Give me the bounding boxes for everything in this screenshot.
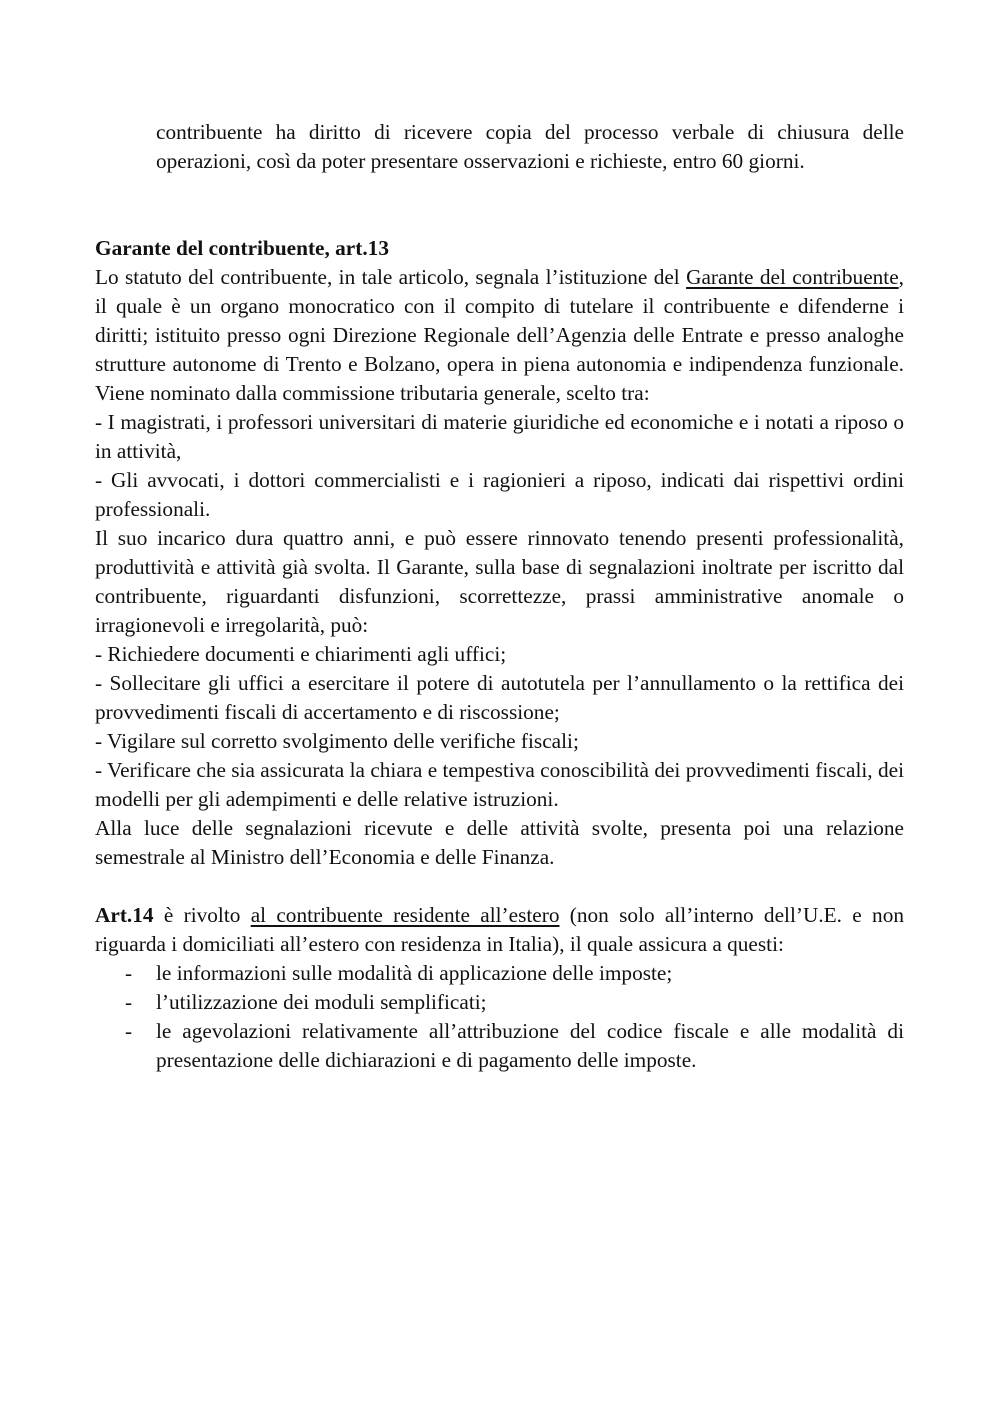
art13-line: Il suo incarico dura quattro anni, e può essere rinnovato tenendo presenti professionalità, produttività e attività già svolta. Il Garante, sulla base di segnalazioni inoltrate per iscritto dal contribuente, riguardanti disfunzioni, scorrettezze, prassi amministrative anomale o irragionevoli e irregolarità, può:	[95, 526, 904, 637]
list-item	[95, 988, 904, 1017]
art13-line: Alla luce delle segnalazioni ricevute e delle attività svolte, presenta poi una relazione semestrale al Ministro dell’Economia e delle Finanza.	[95, 816, 904, 869]
art14-paragraph	[95, 901, 904, 959]
art14-text-after: (non solo all’interno dell’U.E. e non riguarda i domiciliati all’estero con residenza in Italia), il quale assicura a questi:	[95, 903, 904, 956]
art13-text-before: Lo statuto del contribuente, in tale articolo, segnala l’istituzione del	[95, 265, 687, 289]
spacer	[95, 176, 904, 234]
section-heading-art13: Garante del contribuente, art.13	[95, 236, 389, 260]
spacer	[95, 872, 904, 901]
art14-list	[95, 959, 904, 1075]
art14-label: Art.14	[95, 903, 154, 927]
intro-paragraph: contribuente ha diritto di ricevere copia del processo verbale di chiusura delle operazioni, così da poter presentare osservazioni e richieste, entro 60 giorni.	[156, 120, 904, 173]
list-item	[95, 959, 904, 988]
dash-bullet: -	[125, 961, 133, 985]
art13-line: - Verificare che sia assicurata la chiara e tempestiva conoscibilità dei provvedimenti fiscali, dei modelli per gli adempimenti e delle relative istruzioni.	[95, 758, 904, 811]
art13-line: - Vigilare sul corretto svolgimento delle verifiche fiscali;	[95, 729, 579, 753]
document-page	[95, 118, 904, 1075]
list-item-text: le agevolazioni relativamente all’attribuzione del codice fiscale e alle modalità di presentazione delle dichiarazioni e di pagamento delle imposte.	[156, 1019, 904, 1072]
art13-line: - Gli avvocati, i dottori commercialisti e i ragionieri a riposo, indicati dai rispettivi ordini professionali.	[95, 468, 904, 521]
list-item-text: l’utilizzazione dei moduli semplificati;	[156, 990, 487, 1014]
art13-line: - Sollecitare gli uffici a esercitare il potere di autotutela per l’annullamento o la rettifica dei provvedimenti fiscali di accertamento e di riscossione;	[95, 671, 904, 724]
dash-bullet: -	[125, 990, 133, 1014]
art13-line: - I magistrati, i professori universitari di materie giuridiche ed economiche e i notati a riposo o in attività,	[95, 410, 904, 463]
dash-bullet: -	[125, 1019, 133, 1043]
list-item-text: le informazioni sulle modalità di applicazione delle imposte;	[156, 961, 673, 985]
art13-intro-paragraph	[95, 263, 904, 408]
art13-text-after: , il quale è un organo monocratico con il compito di tutelare il contribuente e difenderne i diritti; istituito presso ogni Direzione Regionale dell’Agenzia delle Entrate e presso analoghe strutture autonome di Trento e Bolzano, opera in piena autonomia e indipendenza funzionale. Viene nominato dalla commissione tributaria generale, scelto tra:	[95, 265, 904, 405]
garante-link[interactable]: Garante del contribuente	[686, 265, 899, 289]
art14-underlined-link[interactable]: al contribuente residente all’estero	[250, 903, 560, 927]
list-item	[95, 1017, 904, 1075]
art14-text-before: è rivolto	[153, 903, 251, 927]
art13-line: - Richiedere documenti e chiarimenti agli uffici;	[95, 642, 507, 666]
